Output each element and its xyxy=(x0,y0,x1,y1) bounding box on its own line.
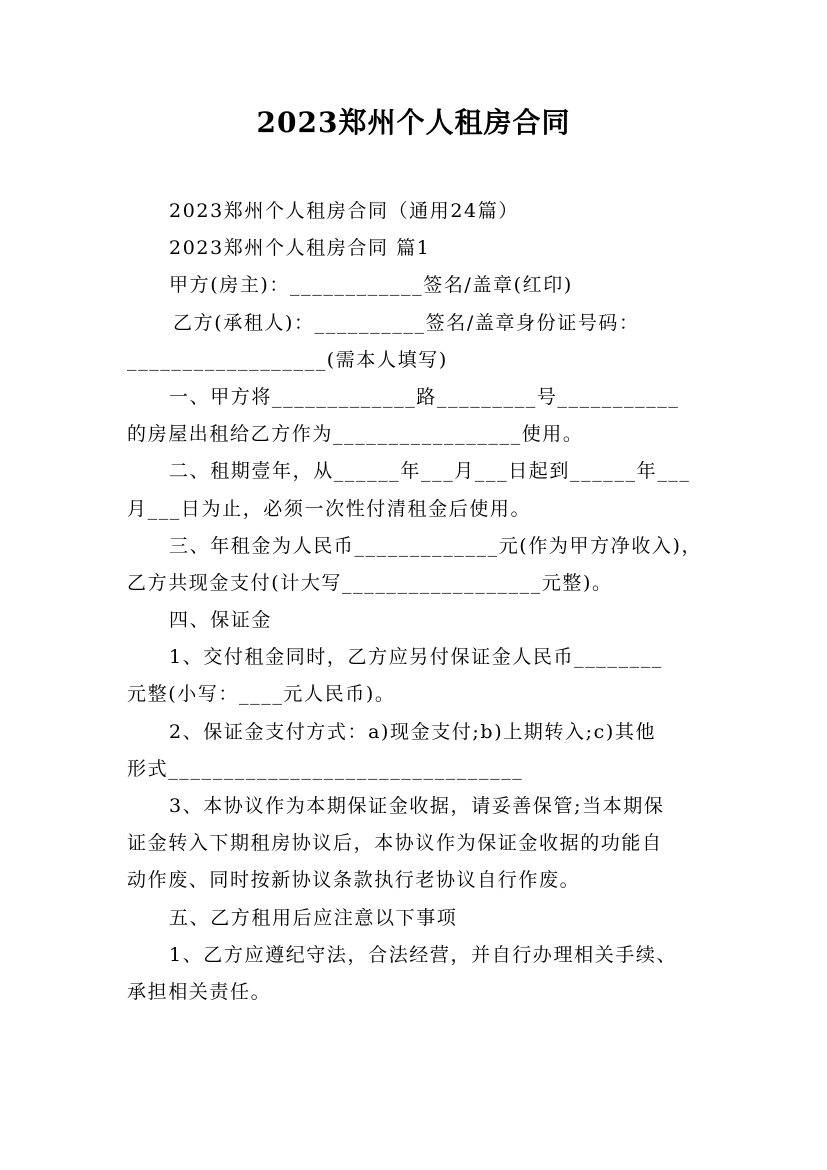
deposit-item-3-cont-line: 证金转入下期租房协议后，本协议作为保证金收据的功能自 xyxy=(127,832,663,855)
clause-3-line: 三、年租金为人民币_____________元(作为甲方净收入)， xyxy=(169,534,703,557)
subtitle-line: 2023郑州个人租房合同（通用24篇） xyxy=(169,200,519,222)
deposit-item-3-cont2-line: 动作废、同时按新协议条款执行老协议自行作废。 xyxy=(127,869,581,892)
clause-2-line: 二、租期壹年，从______年___月___日起到______年___ xyxy=(169,460,691,483)
notice-item-1-cont-line: 承担相关责任。 xyxy=(127,980,272,1003)
clause-4-heading: 四、保证金 xyxy=(169,609,273,632)
clause-1-line: 一、甲方将_____________路_________号___________ xyxy=(169,385,680,408)
section-heading-line: 2023郑州个人租房合同 篇1 xyxy=(169,237,431,260)
party-b-line: 乙方(承租人)：__________签名/盖章身份证号码： xyxy=(173,311,640,334)
deposit-item-1-cont-line: 元整(小写：____元人民币)。 xyxy=(127,683,396,706)
clause-3-cont-line: 乙方共现金支付(计大写__________________元整)。 xyxy=(127,571,613,594)
id-number-line: __________________(需本人填写) xyxy=(127,348,448,371)
clause-2-cont-line: 月___日为止，必须一次性付清租金后使用。 xyxy=(127,497,532,520)
deposit-item-2-cont-line: 形式________________________________ xyxy=(127,757,524,780)
document-body xyxy=(127,193,717,1011)
deposit-item-3-line: 3、本协议作为本期保证金收据，请妥善保管;当本期保 xyxy=(169,795,665,817)
clause-1-cont-line: 的房屋出租给乙方作为_________________使用。 xyxy=(127,423,584,446)
clause-5-heading: 五、乙方租用后应注意以下事项 xyxy=(169,906,458,929)
party-a-line: 甲方(房主)：____________签名/盖章(红印) xyxy=(169,274,573,297)
deposit-item-2-line: 2、保证金支付方式：a)现金支付;b)上期转入;c)其他 xyxy=(169,720,657,743)
document-title: 2023郑州个人租房合同 xyxy=(256,106,571,139)
notice-item-1-line: 1、乙方应遵纪守法，合法经营，并自行办理相关手续、 xyxy=(169,943,678,966)
deposit-item-1-line: 1、交付租金同时，乙方应另付保证金人民币________ xyxy=(169,646,663,669)
